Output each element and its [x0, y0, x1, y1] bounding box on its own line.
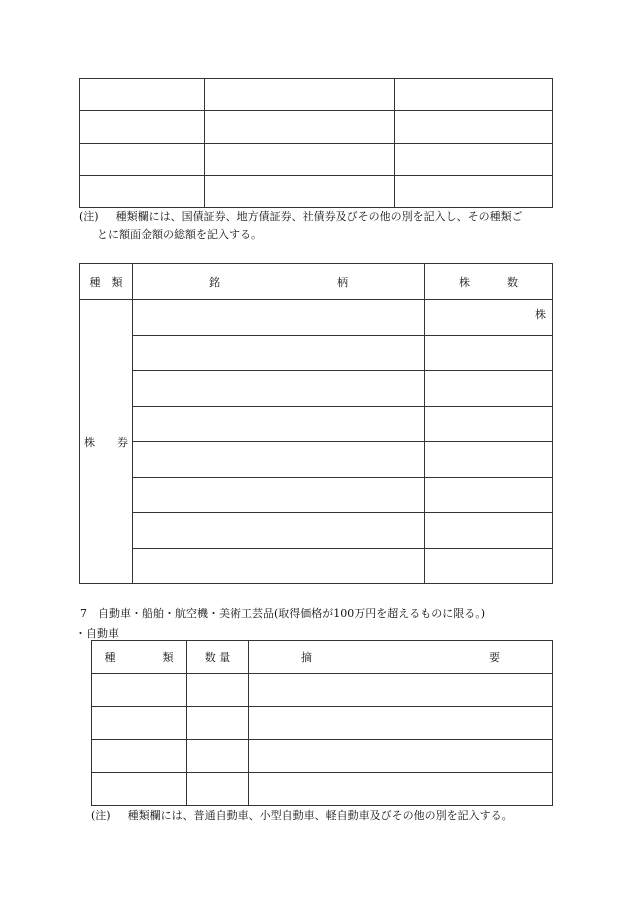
issue-cell[interactable] [133, 513, 425, 549]
note-marker: (注) [91, 809, 111, 822]
type-cell-stocks: 株 券 [80, 300, 133, 584]
header-issue-right: 柄 [337, 275, 348, 289]
table-cell[interactable] [249, 740, 553, 773]
note-line-2: とに額面金額の総額を記入する。 [97, 228, 262, 241]
header-car-type [92, 641, 187, 674]
note-line-1: 種類欄には、国債証券、地方債証券、社債券及びその他の別を記入し、その種類ご [115, 210, 523, 223]
table-header-row [80, 264, 553, 300]
count-cell[interactable] [425, 407, 553, 442]
table-row [80, 549, 553, 584]
table-cell[interactable] [249, 773, 553, 806]
table-cell[interactable] [395, 79, 553, 111]
car-table [91, 640, 553, 806]
table-row [80, 176, 553, 208]
table-cell[interactable] [80, 144, 205, 176]
table-row [80, 371, 553, 407]
count-cell[interactable] [425, 513, 553, 549]
count-cell[interactable] [425, 442, 553, 478]
table-row [80, 79, 553, 111]
table-cell[interactable] [205, 111, 395, 144]
table-cell[interactable] [187, 773, 249, 806]
header-issue [133, 264, 425, 300]
table-cell[interactable] [80, 79, 205, 111]
header-summary-right: 要 [489, 651, 500, 664]
table-cell[interactable] [187, 707, 249, 740]
table-row [80, 442, 553, 478]
issue-cell[interactable] [133, 336, 425, 371]
table-row [80, 513, 553, 549]
table-cell[interactable] [92, 773, 187, 806]
bonds-note-line-2 [97, 226, 262, 243]
table-row [80, 144, 553, 176]
header-car-type-left: 種 [104, 651, 116, 664]
table-row [80, 336, 553, 371]
header-type: 種 類 [80, 264, 133, 300]
table-row [92, 674, 553, 707]
table-cell[interactable] [80, 176, 205, 208]
stocks-table [79, 263, 553, 584]
table-row [92, 740, 553, 773]
car-note-text: 種類欄には、普通自動車、小型自動車、軽自動車及びその他の別を記入する。 [127, 809, 513, 822]
issue-cell[interactable] [133, 407, 425, 442]
table-cell[interactable] [395, 144, 553, 176]
issue-cell[interactable] [133, 442, 425, 478]
header-summary [249, 641, 553, 674]
table-row [80, 407, 553, 442]
header-summary-left: 摘 [301, 651, 312, 664]
table-row [92, 773, 553, 806]
table-cell[interactable] [249, 707, 553, 740]
table-cell[interactable] [205, 79, 395, 111]
issue-cell[interactable] [133, 549, 425, 584]
table-cell[interactable] [395, 111, 553, 144]
table-cell[interactable] [92, 740, 187, 773]
header-issue-left: 銘 [209, 275, 220, 289]
issue-cell[interactable] [133, 300, 425, 336]
table-cell[interactable] [92, 707, 187, 740]
table-row [80, 300, 553, 336]
table-cell[interactable] [205, 144, 395, 176]
table-row [80, 111, 553, 144]
table-header-row [92, 641, 553, 674]
header-count-right: 数 [507, 275, 518, 289]
table-cell[interactable] [395, 176, 553, 208]
table-cell[interactable] [80, 111, 205, 144]
table-cell[interactable] [92, 674, 187, 707]
header-count-left: 株 [459, 275, 470, 289]
count-cell[interactable] [425, 478, 553, 513]
table-row [80, 478, 553, 513]
table-row [92, 707, 553, 740]
header-count [425, 264, 553, 300]
table-cell[interactable] [187, 674, 249, 707]
count-cell[interactable] [425, 336, 553, 371]
section-7-heading: 7 自動車・船舶・航空機・美術工芸品(取得価格が100万円を超えるものに限る。) [80, 607, 486, 620]
table-cell[interactable] [249, 674, 553, 707]
header-car-type-right: 類 [162, 651, 174, 664]
table-cell[interactable] [205, 176, 395, 208]
issue-cell[interactable] [133, 478, 425, 513]
table-cell[interactable] [187, 740, 249, 773]
bonds-note [79, 208, 523, 225]
bonds-table [79, 78, 553, 208]
issue-cell[interactable] [133, 371, 425, 407]
count-cell[interactable] [425, 549, 553, 584]
car-note [91, 807, 513, 824]
header-quantity: 数 量 [187, 641, 249, 674]
section-7-subheading: ・自動車 [75, 627, 119, 640]
count-unit: 株 [425, 300, 553, 336]
count-cell[interactable] [425, 371, 553, 407]
note-marker: (注) [79, 210, 99, 223]
